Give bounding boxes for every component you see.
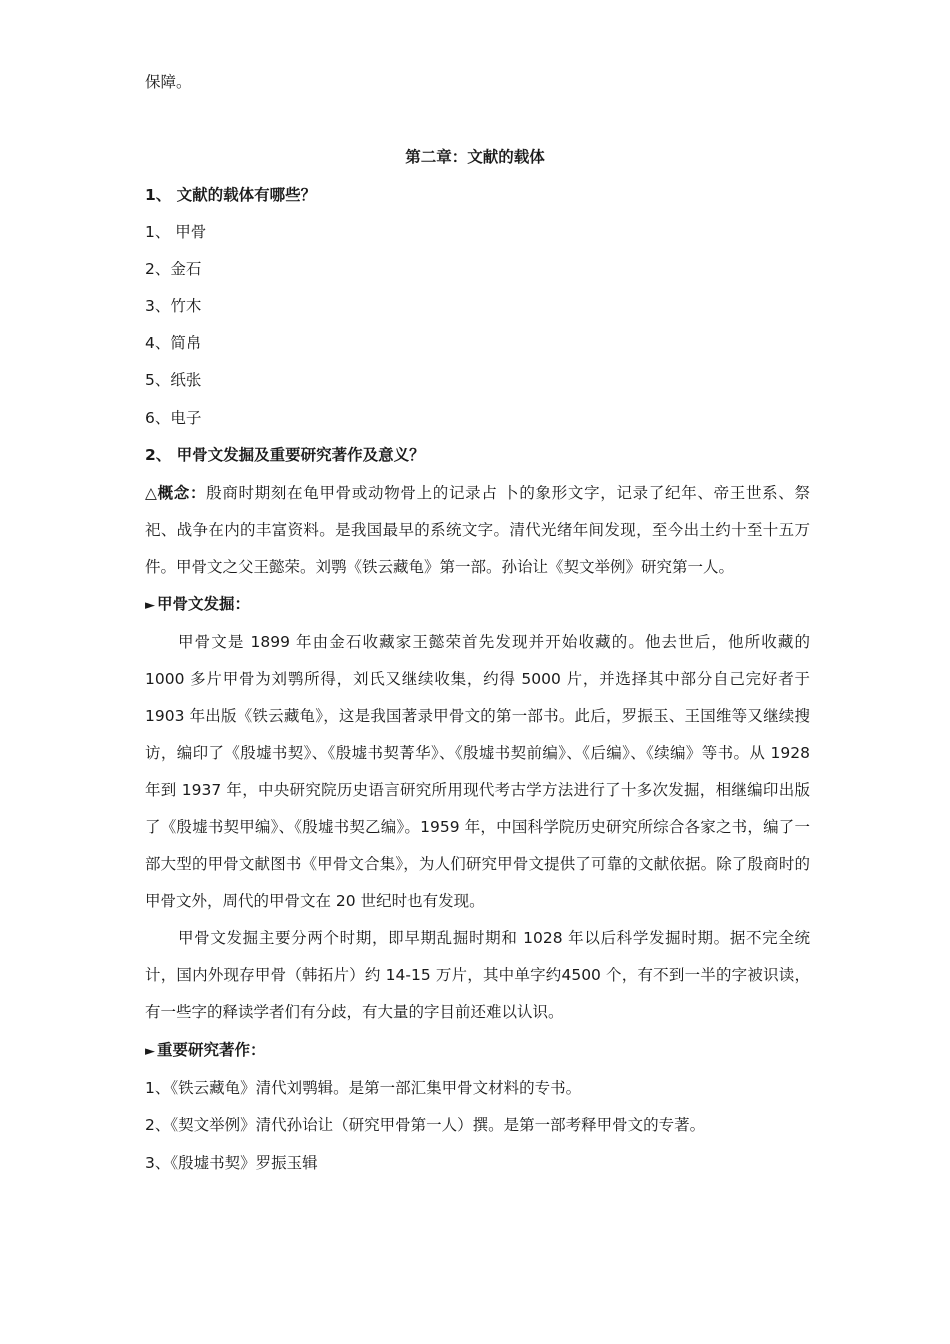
triangle-bullet-icon: ► [145,598,155,613]
concept-paragraph [145,475,810,586]
excavation-label: 甲骨文发掘： [157,595,251,613]
concept-label: △概念： [145,484,207,502]
list-item: 6、电子 [145,409,202,427]
continuation-text: 保障。 [145,73,192,91]
chapter-title: 第二章：文献的载体 [405,148,545,166]
excavation-heading [145,594,250,616]
list-item: 3、《殷墟书契》罗振玉辑 [145,1154,318,1172]
triangle-bullet-icon: ► [145,1044,155,1059]
list-item: 2、《契文举例》清代孙诒让（研究甲骨第一人）撰。是第一部考释甲骨文的专著。 [145,1116,706,1134]
list-item: 2、金石 [145,260,202,278]
concept-text: 殷商时期刻在龟甲骨或动物骨上的记录占 卜的象形文字，记录了纪年、帝王世系、祭祀、战争在内的丰富资料。是我国最早的系统文字。清代光绪年间发现，至今出土约十至十五万件。甲骨文之父王懿荣。刘鹗《铁云藏龟》第一部。孙诒让《契文举例》研究第一人。 [145,484,810,576]
question-1-heading: 1、 文献的载体有哪些？ [145,186,317,204]
list-item: 4、简帛 [145,334,202,352]
list-item: 3、竹木 [145,297,202,315]
list-item: 1、《铁云藏龟》清代刘鹗辑。是第一部汇集甲骨文材料的专书。 [145,1079,582,1097]
works-heading [145,1040,266,1062]
excavation-paragraph-1: 甲骨文是 1899 年由金石收藏家王懿荣首先发现并开始收藏的。他去世后，他所收藏的 1000 多片甲骨为刘鹗所得，刘氏又继续收集，约得 5000 片，并选择其中部分自己完好者于 1903 年出版《铁云藏龟》，这是我国著录甲骨文的第一部书。此后，罗振玉、王国维等又继续搜访，编印了《殷墟书契》、《殷墟书契菁华》、《殷墟书契前编》、《后编》、《续编》等书。从 1928 年到 1937 年，中央研究院历史语言研究所用现代考古学方法进行了十多次发掘，相继编印出版了《殷墟书契甲编》、《殷墟书契乙编》。1959 年，中国科学院历史研究所综合各家之书，编了一部大型的甲骨文献图书《甲骨文合集》，为人们研究甲骨文提供了可靠的文献依据。除了殷商时的甲骨文外，周代的甲骨文在 20 世纪时也有发现。 [145,633,810,910]
list-item: 5、纸张 [145,371,202,389]
question-2-heading: 2、 甲骨文发掘及重要研究著作及意义？ [145,446,425,464]
works-label: 重要研究著作： [157,1041,266,1059]
list-item: 1、 甲骨 [145,223,207,241]
excavation-paragraph-2: 甲骨文发掘主要分两个时期，即早期乱掘时期和 1028 年以后科学发掘时期。据不完全统计，国内外现存甲骨（韩拓片）约 14-15 万片，其中单字约4500 个，有不到一半的字被识读，有一些字的释读学者们有分歧，有大量的字目前还难以认识。 [145,929,810,1021]
